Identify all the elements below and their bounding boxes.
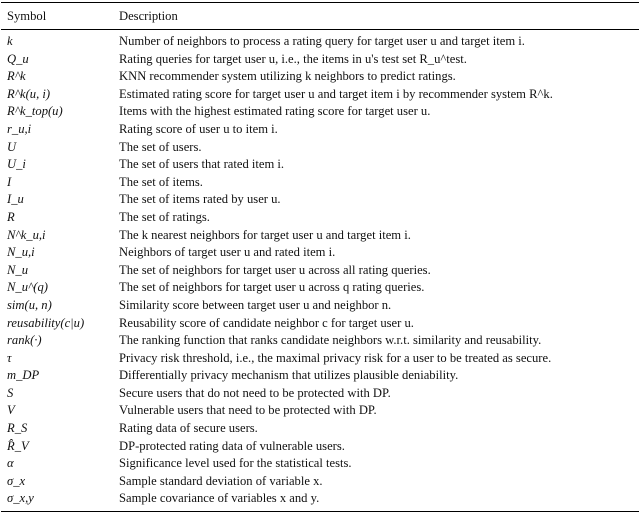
table-row <box>1 402 639 420</box>
header-symbol: Symbol <box>7 8 47 23</box>
description-cell: Differentially privacy mechanism that utilizes plausible deniability. <box>119 368 459 383</box>
table-row <box>1 473 639 491</box>
notation-table <box>1 2 639 512</box>
table-row <box>1 51 639 69</box>
description-cell: Similarity score between target user u and neighbor n. <box>119 297 392 312</box>
table-row <box>1 68 639 86</box>
symbol-cell: N_u,i <box>7 245 35 260</box>
description-cell: The set of neighbors for target user u across all rating queries. <box>119 262 431 277</box>
table-row <box>1 490 639 511</box>
table-row <box>1 332 639 350</box>
table-row <box>1 156 639 174</box>
description-cell: DP-protected rating data of vulnerable users. <box>119 438 345 453</box>
table-row <box>1 420 639 438</box>
table-row <box>1 297 639 315</box>
description-cell: KNN recommender system utilizing k neighbors to predict ratings. <box>119 69 456 84</box>
symbol-cell: τ <box>7 350 12 365</box>
table-row <box>1 350 639 368</box>
description-cell: The set of neighbors for target user u across q rating queries. <box>119 280 425 295</box>
table-row <box>1 86 639 104</box>
table-row <box>1 139 639 157</box>
description-cell: Rating queries for target user u, i.e., the items in u's test set R_u^test. <box>119 51 467 66</box>
table-row <box>1 385 639 403</box>
table-row <box>1 279 639 297</box>
table-body <box>1 30 639 512</box>
symbol-cell: rank(·) <box>7 333 42 348</box>
symbol-cell: N_u <box>7 262 28 277</box>
symbol-cell: R^k_top(u) <box>7 104 63 119</box>
table-row <box>1 209 639 227</box>
symbol-cell: sim(u, n) <box>7 297 52 312</box>
symbol-cell: R^k(u, i) <box>7 86 51 101</box>
symbol-cell: σ_x,y <box>7 491 34 506</box>
description-cell: Estimated rating score for target user u and target item i by recommender system R^k. <box>119 86 553 101</box>
description-cell: The set of users that rated item i. <box>119 157 285 172</box>
table-row <box>1 174 639 192</box>
table-row <box>1 227 639 245</box>
symbol-cell: I <box>7 174 12 189</box>
symbol-cell: R_S <box>7 421 28 436</box>
description-cell: The ranking function that ranks candidate neighbors w.r.t. similarity and reusability. <box>119 333 542 348</box>
table-row <box>1 103 639 121</box>
description-cell: Reusability score of candidate neighbor c for target user u. <box>119 315 414 330</box>
description-cell: Items with the highest estimated rating score for target user u. <box>119 104 431 119</box>
description-cell: The k nearest neighbors for target user u and target item i. <box>119 227 411 242</box>
symbol-cell: σ_x <box>7 473 26 488</box>
description-cell: Rating score of user u to item i. <box>119 121 278 136</box>
symbol-cell: r_u,i <box>7 121 32 136</box>
symbol-cell: I_u <box>7 192 24 207</box>
symbol-cell: R <box>7 209 15 224</box>
description-cell: The set of items rated by user u. <box>119 192 281 207</box>
symbol-cell: R̂_V <box>7 438 29 453</box>
description-cell: The set of ratings. <box>119 209 210 224</box>
symbol-cell: Q_u <box>7 51 29 66</box>
description-cell: Sample covariance of variables x and y. <box>119 491 320 506</box>
symbol-cell: reusability(c|u) <box>7 315 85 330</box>
description-cell: Neighbors of target user u and rated item i. <box>119 245 336 260</box>
description-cell: Secure users that do not need to be protected with DP. <box>119 385 391 400</box>
symbol-cell: N^k_u,i <box>7 227 46 242</box>
symbol-cell: V <box>7 403 15 418</box>
description-cell: The set of items. <box>119 174 203 189</box>
table-row <box>1 455 639 473</box>
description-cell: Privacy risk threshold, i.e., the maximal privacy risk for a user to be treated as secure. <box>119 350 552 365</box>
description-cell: The set of users. <box>119 139 202 154</box>
symbol-cell: U <box>7 139 17 154</box>
table-row <box>1 244 639 262</box>
description-cell: Number of neighbors to process a rating query for target user u and target item i. <box>119 34 525 48</box>
symbol-cell: R^k <box>7 69 26 84</box>
symbol-cell: U_i <box>7 157 26 172</box>
description-cell: Rating data of secure users. <box>119 421 258 436</box>
symbol-cell: S <box>7 385 14 400</box>
table-row <box>1 367 639 385</box>
symbol-cell: N_u^(q) <box>7 280 48 295</box>
table-row <box>1 262 639 280</box>
table-row <box>1 30 639 51</box>
symbol-cell: k <box>7 34 13 48</box>
table-row <box>1 315 639 333</box>
description-cell: Significance level used for the statistical tests. <box>119 456 352 471</box>
description-cell: Vulnerable users that need to be protected with DP. <box>119 403 377 418</box>
symbol-cell: α <box>7 456 14 471</box>
table-row <box>1 121 639 139</box>
table-row <box>1 438 639 456</box>
header-description: Description <box>119 8 178 23</box>
table-row <box>1 191 639 209</box>
symbol-cell: m_DP <box>7 368 40 383</box>
table-header-row <box>1 3 639 30</box>
description-cell: Sample standard deviation of variable x. <box>119 473 323 488</box>
